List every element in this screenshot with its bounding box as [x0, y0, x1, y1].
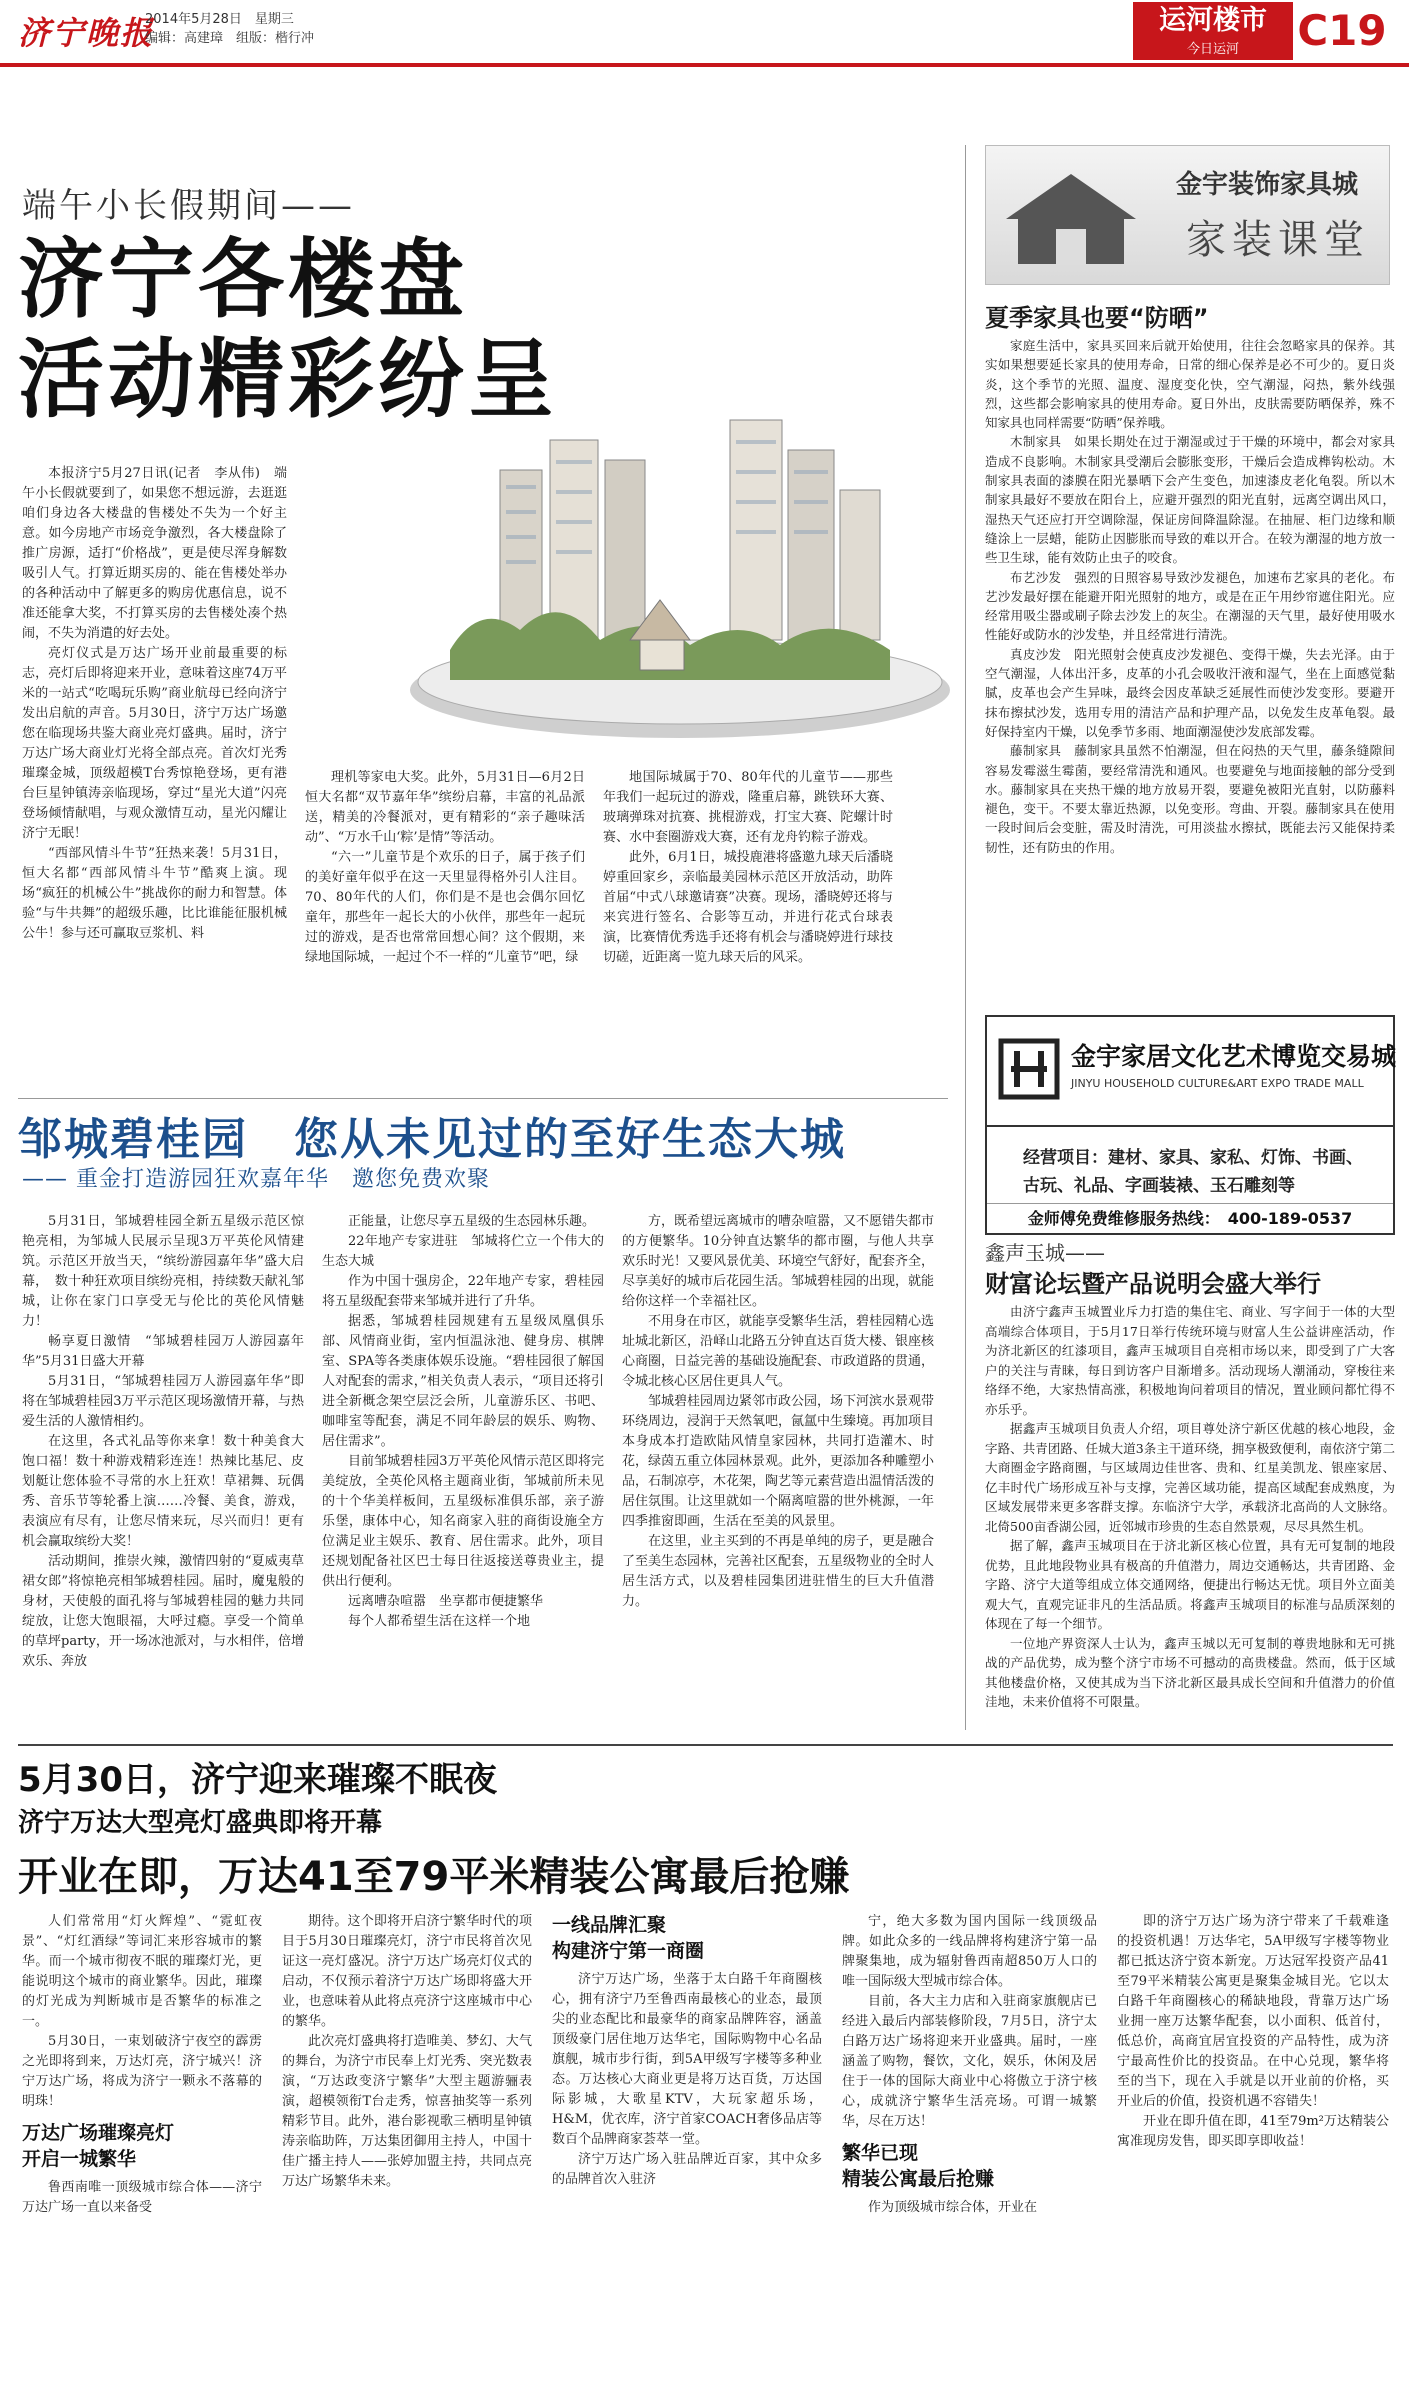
lead-column-1 [22, 464, 287, 944]
house-model-illustration [390, 400, 960, 750]
paragraph: 即的济宁万达广场为济宁带来了千载难逢的投资机遇！万达华宅，5A甲级写字楼等物业都已抵达济宁资本新宠。万达冠军投资产品41至79平米精装公寓更是聚集金城目光。它以太白路千年商圈核心的稀缺地段，背靠万达广场业拥一座万达繁华配套，以小面积、低首付，低总价，高商宜居宜投资的产品特性，成为济宁最高性价比的投资品。在中心兑现，繁华将至的当下，现在入手就是以开业前的价格，买开业后的价值，投资机遇不容错失！ [1117, 1914, 1389, 2109]
xsyd-kicker: 鑫声玉城—— [985, 1241, 1105, 1265]
paragraph: 藤制家具 藤制家具虽然不怕潮湿，但在闷热的天气里，藤条缝隙间容易发霉滋生霉菌，要经常清洗和通风。也要避免与地面接触的部分受到水。藤制家具在夹热干燥的地方放易开裂，要避免被阳光直射，以防藤料褪色，变干。不要太靠近热源，以免变形。弯曲、开裂。藤制家具在使用一段时间后会变脏，需及时清洗，可用淡盐水擦拭，既能去污又能保持柔韧性，还有防虫的作用。 [985, 743, 1395, 855]
paragraph: 宁，绝大多数为国内国际一线顶级品牌。如此众多的一线品牌将构建济宁第一品牌聚集地，成为辐射鲁西南超850万人口的唯一国际级大型城市综合体。 [842, 1914, 1097, 1989]
paragraph: 地国际城属于70、80年代的儿童节——那些年我们一起玩过的游戏，隆重启幕，跳铁环大赛、玻璃弹珠对抗赛、挑棍游戏，打宝大赛、陀螺计时赛、水中套圈游戏大赛，还有龙舟钓粽子游戏。 [603, 770, 893, 845]
paragraph: 布艺沙发 强烈的日照容易导致沙发褪色，加速布艺家具的老化。布艺沙发最好摆在能避开阳光照射的地方，或是在正午用纱帘遮住阳光。应经常用吸尘器或刷子除去沙发上的灰尘。在潮湿的天气里，最好使用吸水性能好或防水的沙发垫，并且经常进行清洗。 [985, 569, 1395, 643]
paragraph: 不用身在市区，就能享受繁华生活，碧桂园精心选址城北新区，沿峄山北路五分钟直达百货大楼、银座核心商圈，日益完善的基础设施配套、市政道路的贯通，令城北核心区居住更具人气。 [622, 1314, 935, 1389]
paragraph: 目前邹城碧桂园3万平英伦风情示范区即将完美绽放，全英伦风格主题商业街，邹城前所未见的十个华美样板间，五星级标准俱乐部，亲子游乐堡，康体中心，知名商家入驻的商街设施全方位满足业主娱乐、教育、居住需求。此外，项目还规划配备社区巴士每日往返接送尊贵业主，提供出行便利。 [322, 1454, 604, 1589]
expo-english-name: JINYU HOUSEHOLD CULTURE&ART EXPO TRADE MALL [1071, 1077, 1364, 1090]
newspaper-logo: 济宁晚报 [18, 14, 155, 52]
paragraph: 每个人都希望生活在这样一个地 [348, 1614, 531, 1629]
expo-hotline: 金师傅免费维修服务热线： 400-189-0537 [987, 1203, 1393, 1233]
wanda-col4-text [842, 1912, 1097, 2132]
bgy-column-1 [22, 1212, 304, 1672]
paragraph: 人们常常用“灯火辉煌”、“霓虹夜景”、“灯红酒绿”等词汇来形容城市的繁华。而一个城市彻夜不眠的璀璨灯光，更能说明这个城市的商业繁华。因此，璀璨的灯光成为判断城市是否繁华的标准之一。 [22, 1914, 262, 2029]
bgy-column-3 [622, 1212, 934, 1612]
house-model-image [390, 400, 960, 750]
wanda-title-3: 开业在即，万达41至79平米精装公寓最后抢赚 [18, 1854, 850, 1900]
section-divider-1 [18, 1098, 948, 1099]
paragraph: 亮灯仪式是万达广场开业前最重要的标志，亮灯后即将迎来开业，意味着这座74万平米的一站式“吃喝玩乐购”商业航母已经向济宁发出启航的声音。5月30日，济宁万达广场邀您在临现场共鉴大商业亮灯盛典。届时，济宁万达广场大商业灯光将全部点亮。首次灯光秀璀璨金城，顶级超模T台秀惊艳登场，更有港台巨星钟镇涛亲临现场，穿过“星光大道”闪亮登场倾情献唱，与观众激情互动，星光闪耀让济宁无眠！ [22, 646, 287, 841]
paragraph: 理机等家电大奖。此外，5月31日—6月2日恒大名都“双节嘉年华”缤纷启幕，丰富的礼品派送，精美的冷餐派对，更有精彩的“亲子趣味活动”、“万水千山‘粽’是情”等活动。 [305, 770, 585, 845]
page-number: C19 [1297, 6, 1387, 55]
paragraph: 在这里，业主买到的不再是单纯的房子，更是融合了至美生态园林，完善社区配套，五星级物业的全时人居生活方式，以及碧桂园集团进驻惜生的巨大升值潜力。 [622, 1534, 935, 1609]
bgy-column-2 [322, 1212, 604, 1632]
paragraph: 由济宁鑫声玉城置业斥力打造的集住宅、商业、写字间于一体的大型高端综合体项目，于5月17日举行传统环境与财富人生公益讲座活动，作为济北新区的红漆项目，鑫声玉城项目自亮相市场以来，即受到了广大客户的关注与青睐，每日到访客户目渐增多。活动现场人潮涌动，穿梭往来络绎不绝，大家热情高涨，积极地询问着项目的情况，置业顾问都忙得不亦乐乎。 [985, 1304, 1395, 1417]
wanda-col3-heading: 一线品牌汇聚 构建济宁第一商圈 [552, 1914, 705, 1962]
wanda-column-4 [842, 1912, 1097, 2218]
paragraph: 在这里，各式礼品等你来拿！数十种美食大饱口福！数十种游戏精彩连连！热辣比基尼、皮划艇让您体验不寻常的水上狂欢！草裙舞、玩偶秀、音乐节等轮番上演……冷餐、美食，游戏，表演应有尽有，让您尽情来玩，尽兴而归！更有机会赢取缤纷大奖！ [22, 1434, 304, 1549]
wanda-col3-text [552, 1970, 822, 2190]
wanda-title-2: 济宁万达大型亮灯盛典即将开幕 [18, 1808, 383, 1838]
furniture-city-banner [985, 145, 1390, 285]
expo-mall-ad [985, 1015, 1395, 1235]
furniture-headline: 夏季家具也要“防晒” [985, 304, 1209, 332]
expo-logo-icon [997, 1037, 1061, 1101]
wanda-col4-text-2 [842, 2198, 1097, 2218]
paragraph: 鲁西南唯一顶级城市综合体——济宁万达广场一直以来备受 [22, 2180, 262, 2215]
subsection-name: 今日运河 [1133, 40, 1293, 60]
paragraph: 方，既希望远离城市的嘈杂喧嚣，又不愿错失都市的方便繁华。10分钟直达繁华的都市圈，与他人共享欢乐时光！又要风景优美、环境空气舒好，配套齐全，尽享美好的城市后花园生活。邹城碧桂园的出现，就能给你这样一个幸福社区。 [622, 1214, 935, 1309]
furniture-body [985, 336, 1395, 857]
paragraph: 畅享夏日激情 “邹城碧桂园万人游园嘉年华”5月31日盛大开幕 [22, 1334, 304, 1369]
paragraph: 本报济宁5月27日讯(记者 李从伟) 端午小长假就要到了，如果您不想远游，去逛逛咱们身边各大楼盘的售楼处不失为一个好主意。如今房地产市场竞争激烈，各大楼盘除了推广房源，适打“价格战”，更是使尽浑身解数吸引人气。打算近期买房的、能在售楼处举办的各种活动中了解更多的购房优惠信息，说不准还能拿大奖，不打算买房的去售楼处凑个热闹，不失为消遣的好去处。 [22, 466, 287, 641]
lead-column-3 [603, 768, 893, 968]
section-divider-2 [18, 1744, 1393, 1746]
wanda-column-3 [552, 1912, 822, 2190]
xsyd-body [985, 1302, 1395, 1712]
editor-line: 编辑：高建璋 组版：楷行冲 [145, 31, 315, 46]
wanda-col4-heading: 繁华已现 精装公寓最后抢赚 [842, 2142, 995, 2190]
paragraph: 济宁万达广场入驻品牌近百家，其中众多的品牌首次入驻济 [552, 2152, 822, 2187]
paragraph: “六一”儿童节是个欢乐的日子，属于孩子们的美好童年似乎在这一天里显得格外引人注目。70、80年代的人们，你们是不是也会偶尔回忆童年，那些年一起长大的小伙伴，那些年一起玩过的游戏，是否也常常回想心间？这个假期，来绿地国际城，一起过个不一样的“儿童节”吧，绿 [305, 850, 585, 965]
banner-title: 金宇装饰家具城 [1176, 170, 1359, 200]
lead-column-2 [305, 768, 585, 968]
paragraph: 邹城碧桂园周边紧邻市政公园，场下河滨水景观带环绕周边，浸润于天然氧吧，氤氲中生臻境。再加项目本身成本打造欧陆风情皇家园林，共同打造灌木、时花，绿茵五重立体园林景观。此外，更添加各种雕塑小品，石制凉亭，木花架，陶艺等元素营造出温情活泼的居住氛围。让这里就如一个隔离喧嚣的世外桃源，一年四季推窗即画，生活在至美的风景里。 [622, 1394, 935, 1529]
issue-meta [145, 10, 314, 48]
xsyd-headline: 财富论坛暨产品说明会盛大举行 [985, 1270, 1321, 1298]
wanda-col1-heading: 万达广场璀璨亮灯 开启一城繁华 [22, 2122, 175, 2170]
paragraph: 作为中国十强房企，22年地产专家，碧桂园将五星级配套带来邹城并进行了升华。 [322, 1274, 604, 1309]
wanda-col1-text [22, 1912, 262, 2112]
paragraph: 据了解，鑫声玉城项目在于济北新区核心位置，具有无可复制的地段优势，且此地段物业具有极高的升值潜力，周边交通畅达，共青团路、金字路、济宁大道等组成立体交通网络，便捷出行畅达无忧。项目外立面美观大气，直观完证非凡的生活品质。将鑫声玉城项目的标准与品质深刻的体现在了每一个细节。 [985, 1538, 1395, 1631]
expo-name: 金宇家居文化艺术博览交易城 [1071, 1042, 1397, 1071]
paragraph: 5月31日，“邹城碧桂园万人游园嘉年华”即将在邹城碧桂园3万平示范区现场激情开幕，与热爱生活的人激情相约。 [22, 1374, 304, 1429]
wanda-col1-text-2 [22, 2178, 262, 2218]
expo-business-line1: 经营项目：建材、家具、家私、灯饰、书画、 [1023, 1148, 1363, 1168]
paragraph: “西部风情斗牛节”狂热来袭！5月31日，恒大名都“西部风情斗牛节”酷爽上演。现场“疯狂的机械公牛”挑战你的耐力和智慧。体验“与牛共舞”的超级乐趣，比比谁能征服机械公牛！参与还可赢取豆浆机、料 [22, 846, 287, 941]
paragraph: 5月31日，邹城碧桂园全新五星级示范区惊艳亮相，为邹城人民展示呈现3万平英伦风情建筑。示范区开放当天，“缤纷游园嘉年华”盛大启幕， 数十种狂欢项目缤纷亮相，持续数天献礼邹城，让你在家门口享受无与伦比的英伦风情魅力！ [22, 1214, 304, 1329]
masthead-rule [0, 63, 1409, 67]
lead-kicker: 端午小长假期间—— [22, 186, 355, 226]
wanda-column-5 [1117, 1912, 1389, 2152]
banner-subtitle: 家装课堂 [1186, 217, 1370, 263]
lead-title-line1: 济宁各楼盘 [18, 230, 468, 330]
paragraph: 济宁万达广场，坐落于太白路千年商圈核心，拥有济宁乃至鲁西南最核心的业态，最顶尖的业态配比和最豪华的商家品牌阵容，涵盖顶级豪门居住地万达华宅，国际购物中心名品旗舰，城市步行街，到5A甲级写字楼等多种业态。万达核心大商业更是将万达百货，万达国际影城，大歌星KTV，大玩家超乐场，H&M，优衣库，济宁首家COACH奢侈品店等数百个品牌商家荟萃一堂。 [552, 1972, 822, 2147]
date-line: 2014年5月28日 星期三 [145, 12, 294, 27]
house-icon [996, 164, 1146, 274]
sidebar-divider [965, 145, 966, 1730]
expo-ad-header [987, 1017, 1397, 1127]
bgy-subtitle: —— 重金打造游园狂欢嘉年华 邀您免费欢聚 [22, 1167, 490, 1192]
paragraph: 活动期间，推崇火辣，激情四射的“夏威夷草裙女郎”将惊艳亮相邹城碧桂园。届时，魔鬼般的身材，天使般的面孔将与邹城碧桂园的魅力共同绽放，让您大饱眼福，大呼过瘾。享受一个简单的草坪party，开一场冰池派对，与水相伴，倍增欢乐、奔放 [22, 1554, 304, 1669]
paragraph: 据悉，邹城碧桂园规建有五星级凤凰俱乐部、风情商业街，室内恒温泳池、健身房、棋牌室、SPA等各类康体娱乐设施。“碧桂园很了解国人对配套的需求，”相关负责人表示，“项目还将引进全新概念架空层泛会所，儿童游乐区、书吧、咖啡室等配套，满足不同年龄层的娱乐、购物、居住需求”。 [322, 1314, 604, 1449]
paragraph: 5月30日，一束划破济宁夜空的霹雳之光即将到来，万达灯亮，济宁城兴！济宁万达广场，将成为济宁一颗永不落幕的明珠！ [22, 2034, 262, 2109]
paragraph: 远离嘈杂喧嚣 坐享都市便捷繁华 [348, 1594, 544, 1609]
wanda-column-2 [282, 1912, 532, 2192]
paragraph: 此外，6月1日，城投鹿港将盛邀九球天后潘晓婷重回家乡，亲临最美园林示范区开放活动，助阵首届“中式八球邀请赛”决赛。现场，潘晓婷还将与来宾进行签名、合影等互动，并进行花式台球表演，比赛情优秀选手还将有机会与潘晓婷进行球技切磋，近距离一览九球天后的风采。 [603, 850, 893, 965]
paragraph: 目前，各大主力店和入驻商家旗舰店已经进入最后内部装修阶段，7月5日，济宁太白路万达广场将迎来开业盛典。届时，一座涵盖了购物，餐饮，文化，娱乐，休闲及居住于一体的国际大商业中心将傲立于济宁核心，成就济宁繁华生活亮场。可谓一城繁华，尽在万达！ [842, 1994, 1097, 2129]
paragraph: 作为顶级城市综合体，开业在 [868, 2200, 1038, 2215]
paragraph: 此次亮灯盛典将打造唯美、梦幻、大气的舞台，为济宁市民奉上灯光秀、突光数表演，“万达政变济宁繁华”大型主题游骊表演，超模领衔T台走秀，惊喜抽奖等一系列精彩节目。此外，港台影视歌三栖明星钟镇涛亲临助阵，万达集团御用主持人，中国十佳广播主持人——张婷加盟主持，共同点亮万达广场繁华未来。 [282, 2034, 532, 2189]
paragraph: 据鑫声玉城项目负责人介绍，项目尊处济宁新区优越的核心地段，金字路、共青团路、任城大道3条主干道环绕，拥享极致便利，南依济宁第二大商圈金字路商圈，与区域周边佳世客、贵和、红星美凯龙、银座家居、亿丰时代广场形成互补与支撑，完善区域功能，提高区域配套成熟度，为区域发展带来更多客群支撑。东临济宁大学，承载济北高尚的人文脉络。北倚500亩香湖公园，近邻城市珍贵的生态自然景观，尽尽具然生机。 [985, 1421, 1395, 1534]
section-name: 运河楼市 [1133, 2, 1293, 40]
lead-title-line2: 活动精彩纷呈 [18, 330, 558, 430]
wanda-column-1 [22, 1912, 262, 2218]
wanda-title-1: 5月30日，济宁迎来璀璨不眠夜 [18, 1760, 497, 1800]
paragraph: 真皮沙发 阳光照射会使真皮沙发褪色、变得干燥，失去光泽。由于空气潮湿，人体出汗多，皮革的小孔会吸收汗液和湿气，坐在上面感觉黏腻，皮革也会产生异味，最终会因皮革缺乏延展性而使沙发变形。要避开抹布擦拭沙发，选用专用的清洁产品和护理产品，以免发生皮革龟裂。最好保持室内干燥，以免季节多雨、地面潮湿使沙发底部发霉。 [985, 646, 1395, 739]
paragraph: 期待。这个即将开启济宁繁华时代的项目于5月30日璀璨亮灯，济宁市民将首次见证这一亮灯盛况。济宁万达广场亮灯仪式的启动，不仅预示着济宁万达广场即将盛大开业，也意味着从此将点亮济宁这座城市中心的繁华。 [282, 1914, 532, 2029]
paragraph: 一位地产界资深人士认为，鑫声玉城以无可复制的尊贵地脉和无可挑战的产品优势，成为整个济宁市场不可撼动的高贵楼盘。然而，低于区域其他楼盘价格，又使其成为当下济北新区最具成长空间和升值潜力的价值洼地，未来价值将不可限量。 [985, 1635, 1395, 1709]
paragraph: 22年地产专家进驻 邹城将伫立一个伟大的生态大城 [322, 1234, 604, 1269]
paragraph: 正能量，让您尽享五星级的生态园林乐趣。 [348, 1214, 596, 1229]
expo-business-line2: 古玩、礼品、字画装裱、玉石雕刻等 [1023, 1176, 1295, 1196]
bgy-title: 邹城碧桂园 您从未见过的至好生态大城 [18, 1114, 846, 1165]
paragraph: 木制家具 如果长期处在过于潮湿或过于干燥的环境中，都会对家具造成不良影响。木制家具受潮后会膨胀变形，干燥后会造成榫钩松动。木制家具表面的漆膜在阳光暴晒下会产生变色，加速漆皮老化龟裂。所以木制家具最好不要放在阳台上，应避开强烈的阳光直射，远离空调出风口，湿热天气还应打开空调除湿，保证房间降温除湿。在抽屉、柜门边缘和顺缝涂上一层蜡，能防止因膨胀而导致的难以开合。在较为潮湿的地方放一些卫生球，能有效防止虫子的咬食。 [985, 434, 1395, 566]
paragraph: 开业在即升值在即，41至79m²万达精装公寓准现房发售，即买即享即收益！ [1117, 2114, 1389, 2149]
paragraph: 家庭生活中，家具买回来后就开始使用，往往会忽略家具的保养。其实如果想要延长家具的使用寿命，日常的细心保养是必不可少的。夏日炎炎，这个季节的光照、温度、湿度变化快，空气潮湿，闷热，紫外线强烈，这些都会影响家具的使用寿命。夏日外出，皮肤需要防晒保养，殊不知家具也同样需要“防晒”保养哦。 [985, 338, 1395, 431]
